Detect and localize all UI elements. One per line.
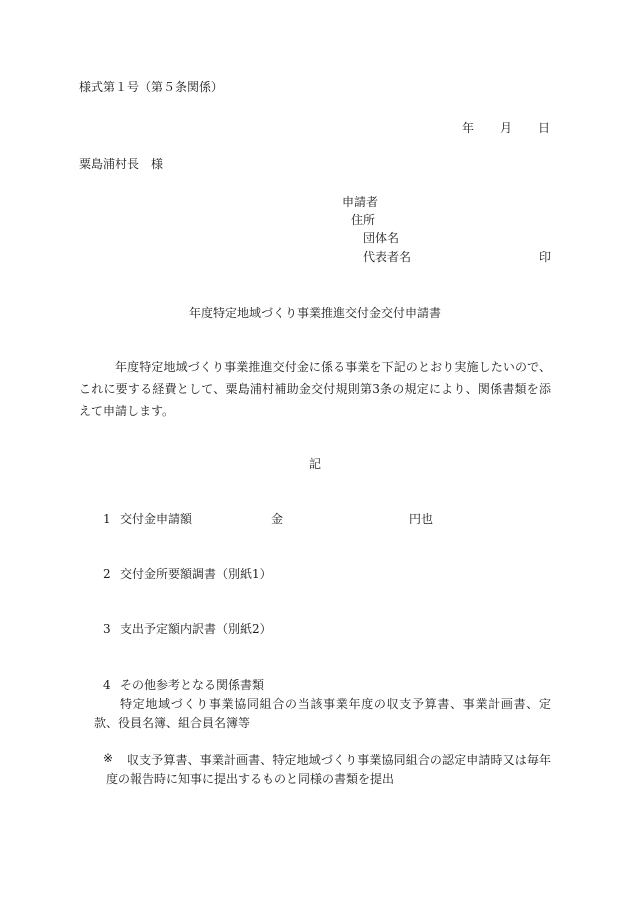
item-2	[103, 567, 272, 581]
item-3-label: 支出予定額内訳書（別紙2）	[120, 622, 272, 636]
item-4-label: その他参考となる関係書類	[120, 678, 265, 692]
address-label: 住所	[351, 213, 376, 227]
item-3	[103, 622, 272, 636]
representative-label: 代表者名	[363, 250, 412, 264]
date-day: 日	[538, 121, 551, 135]
date-year: 年	[462, 121, 475, 135]
note-text: 収支予算書、事業計画書、特定地域づくり事業協同組合の認定申請時又は毎年度の報告時に知事に提出するものと同様の書類を提出	[106, 753, 551, 786]
item-1	[103, 512, 434, 526]
body-paragraph: 年度特定地域づくり事業推進交付金に係る事業を下記のとおり実施したいので、これに要する経費として、粟島浦村補助金交付規則第3条の規定により、関係書類を添えて申請します。	[79, 360, 551, 418]
date-month: 月	[500, 121, 513, 135]
item-1-gold: 金	[271, 512, 284, 526]
item-1-yen: 円也	[409, 512, 434, 526]
item-3-number: 3	[103, 622, 111, 636]
item-4	[103, 678, 264, 692]
item-2-label: 交付金所要額調書（別紙1）	[120, 567, 272, 581]
addressee-name: 粟島浦村長	[79, 157, 140, 171]
note-mark: ※	[103, 751, 114, 765]
item-1-label: 交付金申請額	[120, 512, 193, 526]
ki-heading: 記	[308, 457, 321, 471]
organization-label: 団体名	[363, 231, 400, 245]
addressee-honorific: 様	[151, 157, 164, 171]
item-1-number: 1	[103, 512, 111, 526]
date-line	[462, 121, 550, 135]
seal-label: 印	[539, 250, 552, 264]
document-title: 年度特定地域づくり事業推進交付金交付申請書	[188, 306, 441, 320]
addressee	[79, 157, 163, 171]
applicant-label: 申請者	[342, 195, 379, 209]
item-4-detail: 特定地域づくり事業協同組合の当該事業年度の収支予算書、事業計画書、定款、役員名簿、組合員名簿等	[94, 697, 551, 730]
item-4-number: 4	[103, 678, 111, 692]
form-number: 様式第１号（第５条関係）	[79, 80, 224, 94]
item-2-number: 2	[103, 567, 111, 581]
